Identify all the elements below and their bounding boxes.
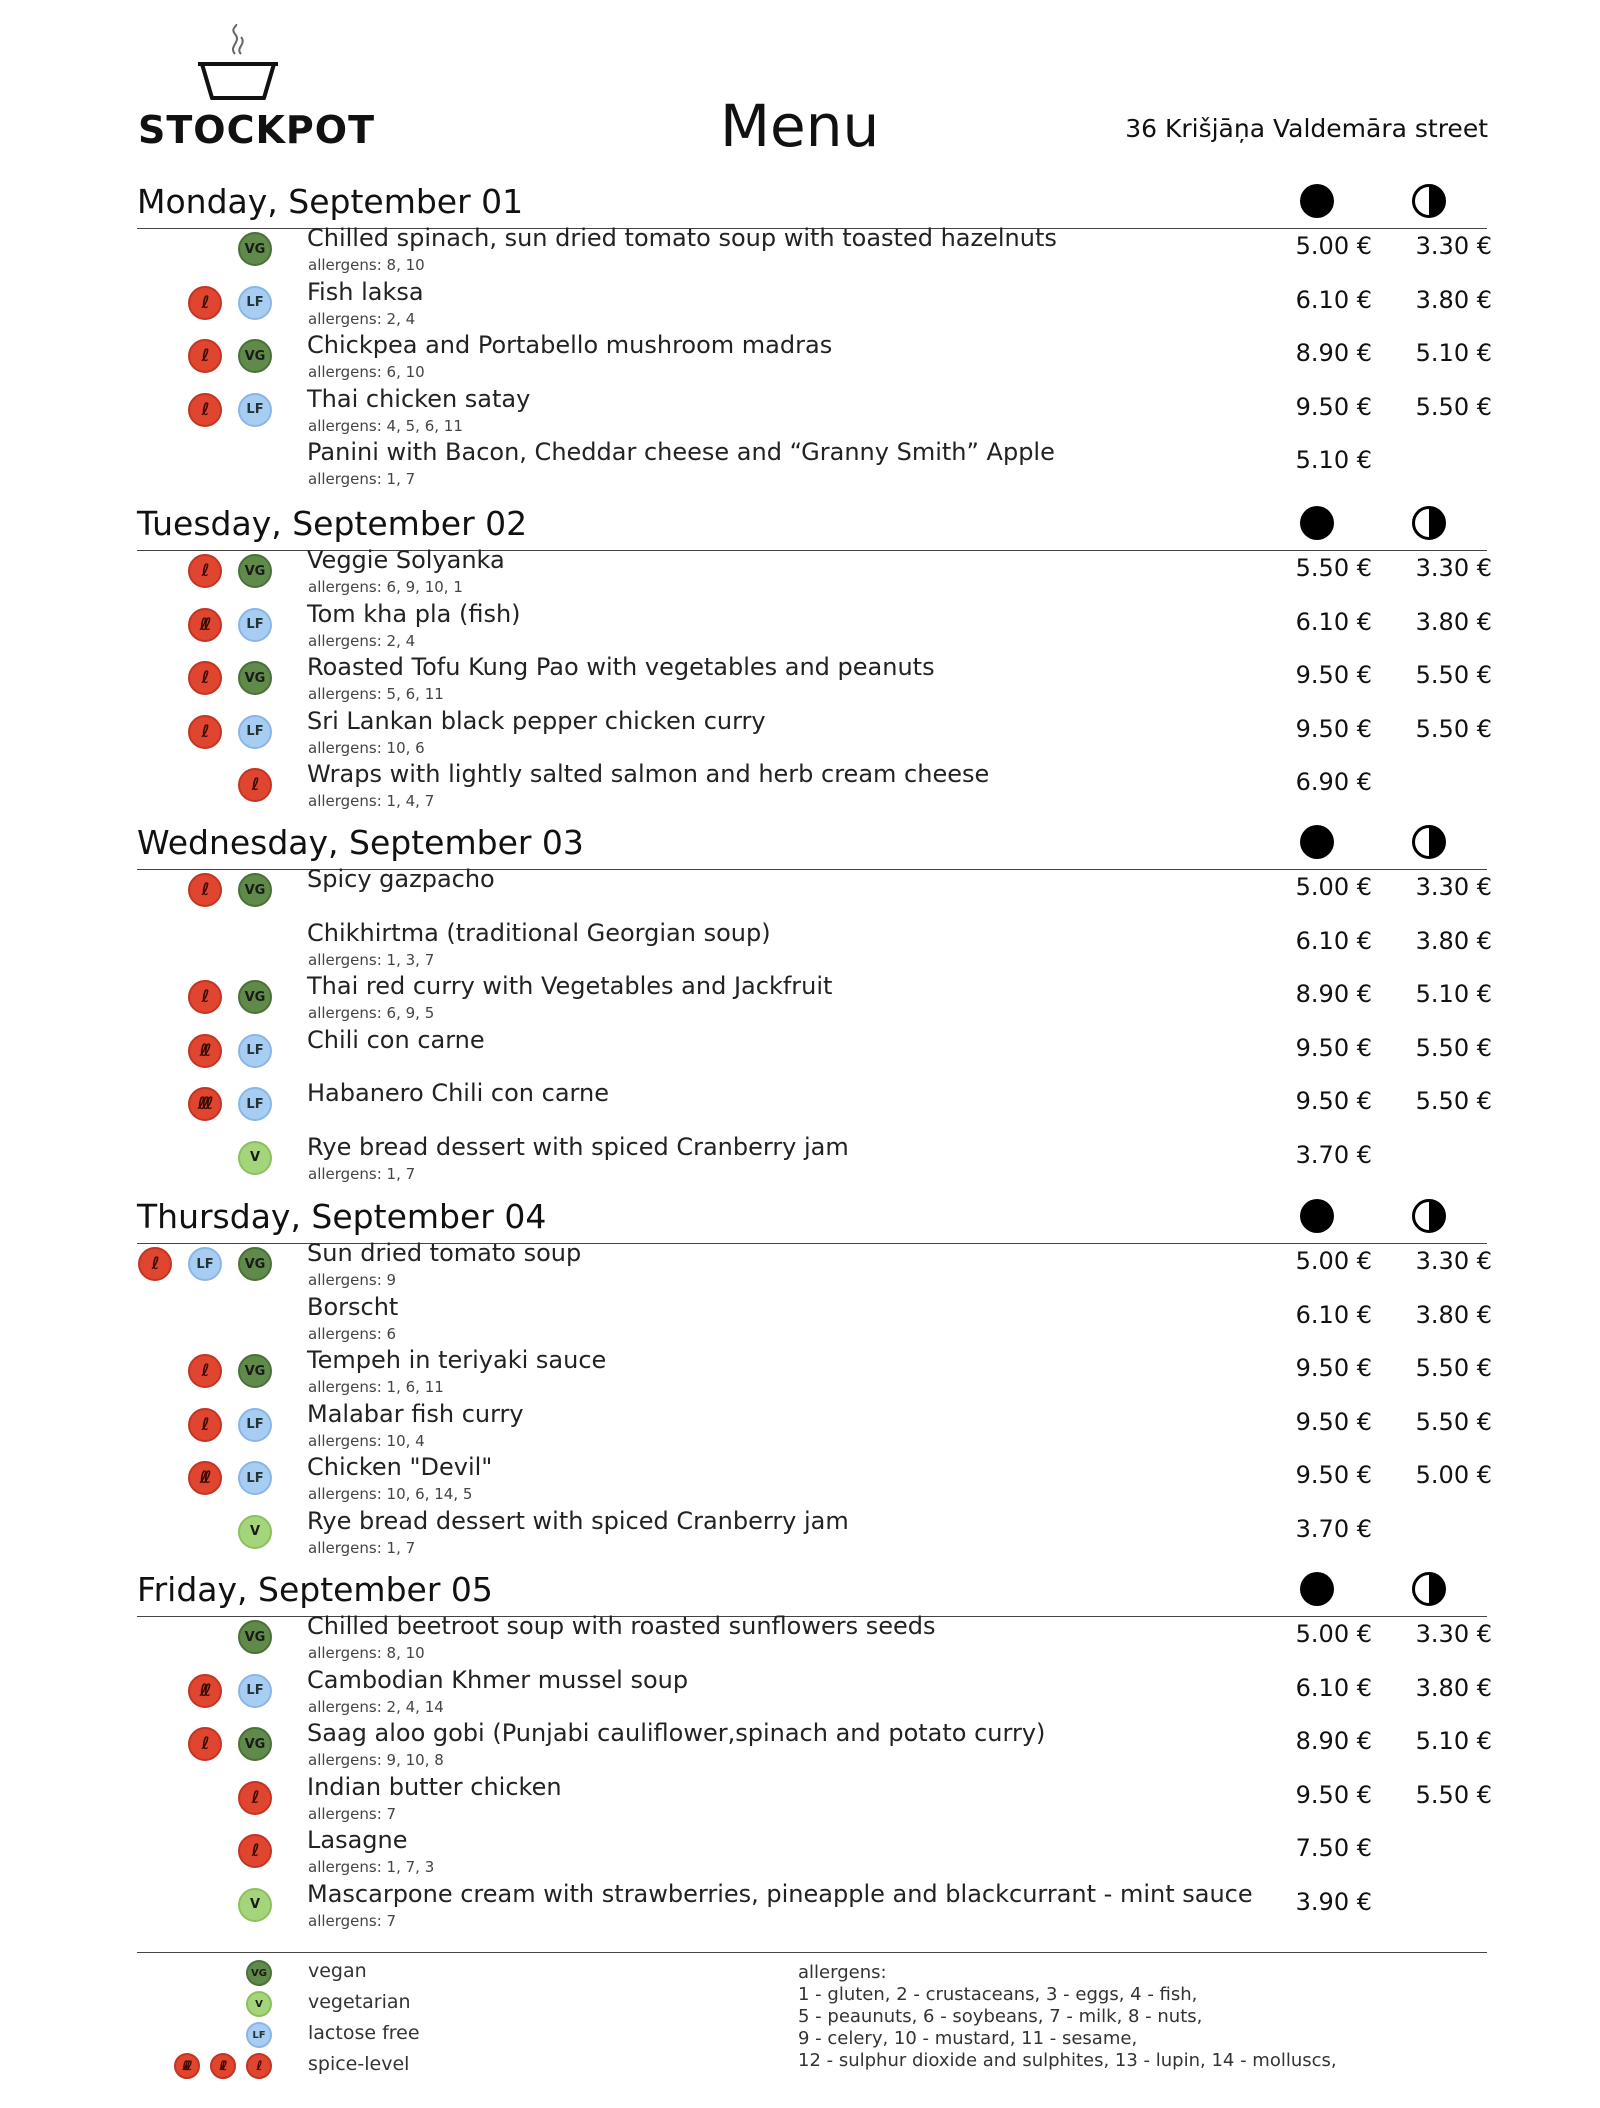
dish-allergens: allergens: 10, 4: [308, 1431, 425, 1450]
menu-item: [0, 1026, 1600, 1080]
spice-level-1-icon: [188, 980, 222, 1014]
chili-icon: ℓ: [201, 399, 206, 420]
allergen-key-line: 5 - peaunuts, 6 - soybeans, 7 - milk, 8 - nuts,: [798, 2006, 1203, 2027]
spice-level-1-icon: [238, 1834, 272, 1868]
diet-badges: [238, 1515, 272, 1549]
day-section: [0, 1550, 1600, 1933]
chili-icon: ℓ: [201, 292, 206, 313]
dish-name: Thai red curry with Vegetables and Jackfruit: [307, 972, 833, 1000]
legend-label: spice-level: [308, 2053, 410, 2075]
legend-row: [0, 1958, 700, 1988]
menu-item: [0, 865, 1600, 919]
brand-name: STOCKPOT: [138, 108, 376, 152]
day-title: Thursday, September 04: [137, 1197, 547, 1236]
dish-name: Tom kha pla (fish): [307, 599, 521, 628]
menu-item: [0, 1346, 1600, 1400]
dish-allergens: allergens: 9, 10, 8: [308, 1751, 444, 1769]
day-section: [0, 484, 1600, 814]
diet-badges: [138, 1247, 272, 1281]
dish-name: Sri Lankan black pepper chicken curry: [307, 706, 766, 735]
dish-name: Panini with Bacon, Cheddar cheese and “Granny Smith” Apple: [307, 438, 1055, 466]
allergen-key-line: 9 - celery, 10 - mustard, 11 - sesame,: [798, 2028, 1138, 2049]
menu-item: [0, 1293, 1600, 1347]
spice-level-2-icon: [188, 1674, 222, 1708]
dish-allergens: allergens: 8, 10: [308, 1644, 425, 1662]
menu-item: [0, 1612, 1600, 1666]
menu-header: [0, 0, 1600, 170]
legend-row: [0, 1989, 700, 2019]
menu-item: [0, 653, 1600, 707]
dish-name: Saag aloo gobi (Punjabi cauliflower,spinach and potato curry): [307, 1719, 1046, 1747]
chili-icon: ℓℓℓ: [197, 1094, 210, 1114]
dish-name: Malabar fish curry: [307, 1399, 524, 1428]
price-full: 3.90 €: [1295, 1887, 1372, 1916]
allergen-key-line: 12 - sulphur dioxide and sulphites, 13 - lupin, 14 - molluscs,: [798, 2050, 1337, 2071]
diet-badges: [188, 1087, 272, 1121]
half-portion-icon: [1412, 506, 1446, 540]
vegan-icon: VG: [238, 1354, 272, 1388]
dish-name: Veggie Solyanka: [307, 546, 505, 574]
chili-icon: ℓℓ: [199, 1468, 208, 1488]
allergen-key-line: 1 - gluten, 2 - crustaceans, 3 - eggs, 4 - fish,: [798, 1984, 1198, 2005]
price-full: 5.50 €: [1295, 554, 1372, 582]
menu-item: [0, 1239, 1600, 1293]
dish-name: Thai chicken satay: [307, 384, 531, 413]
price-full: 5.10 €: [1295, 446, 1372, 474]
dish-allergens: allergens: 10, 6: [308, 738, 425, 757]
chili-icon: ℓ: [201, 561, 206, 581]
price-half: 5.50 €: [1415, 1033, 1492, 1062]
dish-name: Sun dried tomato soup: [307, 1239, 582, 1267]
chili-icon: ℓ: [201, 880, 206, 900]
day-title: Friday, September 05: [137, 1570, 493, 1609]
day-section: [0, 803, 1600, 1186]
menu-item: [0, 1666, 1600, 1720]
half-portion-icon: [1412, 1199, 1446, 1233]
diet-badges: [238, 768, 272, 802]
price-half: 3.80 €: [1415, 607, 1492, 636]
allergen-key-title: allergens:: [798, 1962, 887, 1983]
diet-badges: [238, 1888, 272, 1922]
diet-badges: [188, 1408, 272, 1442]
vegan-icon: VG: [238, 554, 272, 588]
full-portion-icon: [1300, 1572, 1334, 1606]
spice-level-1-icon: [238, 768, 272, 802]
address: 36 Krišjāņa Valdemāra street: [1125, 114, 1488, 143]
chili-icon: ℓ: [201, 1414, 206, 1435]
diet-badges: [188, 286, 272, 320]
diet-badges: [188, 1354, 272, 1388]
vegan-icon: VG: [238, 232, 272, 266]
price-full: 6.10 €: [1295, 1300, 1372, 1329]
price-half: 5.50 €: [1415, 1780, 1492, 1809]
dish-name: Rye bread dessert with spiced Cranberry jam: [307, 1506, 849, 1535]
price-full: 8.90 €: [1295, 980, 1372, 1008]
chili-icon: ℓ: [201, 1361, 206, 1381]
dish-allergens: allergens: 2, 4, 14: [308, 1697, 444, 1716]
vegetarian-icon: V: [246, 1991, 272, 2017]
chili-icon: ℓ: [201, 668, 206, 688]
price-half: 3.30 €: [1415, 1247, 1492, 1275]
vegan-icon: VG: [238, 1727, 272, 1761]
legend-label: vegan: [308, 1960, 367, 1982]
spice-level-1-icon: [138, 1247, 172, 1281]
price-full: 6.10 €: [1295, 607, 1372, 636]
spice-level-1-icon: [188, 661, 222, 695]
dish-allergens: allergens: 8, 10: [308, 256, 425, 274]
dish-name: Chicken "Devil": [307, 1453, 493, 1481]
dish-allergens: allergens: 6, 9, 10, 1: [308, 578, 463, 596]
vegan-icon: VG: [238, 1247, 272, 1281]
vegan-icon: VG: [238, 339, 272, 373]
price-full: 9.50 €: [1295, 714, 1372, 743]
menu-item: [0, 1719, 1600, 1773]
dish-allergens: allergens: 10, 6, 14, 5: [308, 1485, 473, 1503]
price-full: 9.50 €: [1295, 1780, 1372, 1809]
menu-item: [0, 385, 1600, 439]
lactose-free-icon: LF: [238, 715, 272, 749]
price-full: 7.50 €: [1295, 1834, 1372, 1862]
diet-badges: [188, 1674, 272, 1708]
price-full: 5.00 €: [1295, 232, 1372, 260]
lactose-free-icon: LF: [238, 286, 272, 320]
price-full: 6.90 €: [1295, 768, 1372, 796]
diet-badges: [188, 554, 272, 588]
price-full: 6.10 €: [1295, 1673, 1372, 1702]
price-half: 5.00 €: [1415, 1461, 1492, 1489]
dish-allergens: allergens: 1, 4, 7: [308, 792, 435, 810]
stockpot-logo: [138, 24, 376, 154]
spice-level-1-icon: [188, 554, 222, 588]
chili-icon: ℓ: [251, 775, 256, 795]
price-half: 5.50 €: [1415, 714, 1492, 743]
allergen-key: [798, 1962, 1498, 2072]
spice-level-1-icon: [188, 873, 222, 907]
dish-name: Chilled spinach, sun dried tomato soup with toasted hazelnuts: [307, 224, 1057, 252]
price-full: 3.70 €: [1295, 1514, 1372, 1543]
price-full: 5.00 €: [1295, 873, 1372, 901]
chili-icon: ℓℓ: [199, 1040, 208, 1061]
lactose-free-icon: LF: [238, 1408, 272, 1442]
vegan-icon: VG: [238, 980, 272, 1014]
dish-name: Spicy gazpacho: [307, 865, 495, 893]
spice-level-1-icon: [188, 1727, 222, 1761]
lactose-free-icon: LF: [238, 1034, 272, 1068]
day-header: [137, 1570, 1487, 1617]
spice-level-1-icon: [188, 715, 222, 749]
price-full: 9.50 €: [1295, 1461, 1372, 1489]
chili-icon: ℓℓ: [219, 2058, 224, 2074]
chili-icon: ℓℓ: [199, 614, 208, 635]
menu-item: [0, 1773, 1600, 1827]
diet-badges: [188, 393, 272, 427]
chili-icon: ℓ: [201, 346, 206, 366]
price-half: 5.50 €: [1415, 661, 1492, 689]
chili-icon: ℓℓℓ: [182, 2058, 189, 2074]
dish-allergens: allergens: 1, 3, 7: [308, 950, 435, 969]
diet-badges: [188, 1727, 272, 1761]
price-half: 5.10 €: [1415, 980, 1492, 1008]
legend-badges: [246, 2022, 272, 2048]
price-half: 5.50 €: [1415, 1087, 1492, 1115]
vegetarian-icon: V: [238, 1888, 272, 1922]
chili-icon: ℓ: [151, 1254, 156, 1274]
price-half: 3.80 €: [1415, 1673, 1492, 1702]
vegan-icon: VG: [238, 873, 272, 907]
chili-icon: ℓ: [251, 1787, 256, 1808]
price-half: 3.80 €: [1415, 926, 1492, 955]
price-full: 5.00 €: [1295, 1247, 1372, 1275]
half-portion-icon: [1412, 825, 1446, 859]
price-full: 9.50 €: [1295, 1354, 1372, 1382]
price-full: 6.10 €: [1295, 285, 1372, 314]
price-half: 5.50 €: [1415, 1354, 1492, 1382]
diet-badges: [188, 873, 272, 907]
price-full: 9.50 €: [1295, 1087, 1372, 1115]
dish-allergens: allergens: 1, 7: [308, 1164, 416, 1183]
spice-level-2-icon: [210, 2053, 236, 2079]
price-half: 5.50 €: [1415, 1407, 1492, 1436]
day-section: [0, 162, 1600, 492]
legend-badges: [174, 2053, 272, 2079]
dish-allergens: allergens: 2, 4: [308, 631, 416, 650]
dish-name: Chilled beetroot soup with roasted sunflowers seeds: [307, 1612, 936, 1640]
day-header: [137, 182, 1487, 229]
dish-allergens: allergens: 9: [308, 1271, 397, 1289]
dish-allergens: allergens: 1, 7: [308, 1538, 416, 1557]
price-full: 6.10 €: [1295, 926, 1372, 955]
page-title: Menu: [720, 92, 880, 160]
lactose-free-icon: LF: [188, 1247, 222, 1281]
diet-badges: [188, 661, 272, 695]
diet-badges: [188, 715, 272, 749]
price-full: 9.50 €: [1295, 1407, 1372, 1436]
day-title: Tuesday, September 02: [137, 504, 528, 543]
dish-allergens: allergens: 6, 10: [308, 363, 425, 381]
spice-level-1-icon: [188, 1354, 222, 1388]
day-section: [0, 1177, 1600, 1560]
dish-name: Habanero Chili con carne: [307, 1079, 609, 1107]
legend: [0, 1958, 700, 2098]
spice-level-2-icon: [188, 1034, 222, 1068]
chili-icon: ℓ: [251, 1841, 256, 1861]
dish-name: Lasagne: [307, 1826, 408, 1854]
legend-label: lactose free: [308, 2022, 420, 2044]
legend-badges: [246, 1991, 272, 2017]
legend-row: [0, 2020, 700, 2050]
menu-item: [0, 919, 1600, 973]
dish-allergens: allergens: 5, 6, 11: [308, 685, 444, 703]
menu-item: [0, 331, 1600, 385]
chili-icon: ℓℓ: [199, 1680, 208, 1701]
price-full: 9.50 €: [1295, 392, 1372, 421]
menu-item: [0, 1400, 1600, 1454]
diet-badges: [238, 1781, 272, 1815]
dish-name: Wraps with lightly salted salmon and herb cream cheese: [307, 760, 990, 788]
dish-allergens: allergens: 6, 9, 5: [308, 1004, 435, 1022]
price-full: 9.50 €: [1295, 661, 1372, 689]
price-full: 8.90 €: [1295, 339, 1372, 367]
spice-level-3-icon: [188, 1087, 222, 1121]
lactose-free-icon: LF: [238, 1087, 272, 1121]
price-half: 3.30 €: [1415, 232, 1492, 260]
full-portion-icon: [1300, 1199, 1334, 1233]
dish-allergens: allergens: 1, 7: [308, 470, 416, 488]
dish-name: Tempeh in teriyaki sauce: [307, 1346, 607, 1374]
lactose-free-icon: LF: [238, 393, 272, 427]
day-header: [137, 504, 1487, 551]
dish-name: Borscht: [307, 1292, 399, 1321]
legend-badges: [246, 1960, 272, 1986]
dish-allergens: allergens: 4, 5, 6, 11: [308, 416, 463, 435]
menu-item: [0, 600, 1600, 654]
footer-divider: [137, 1952, 1487, 1953]
lactose-free-icon: LF: [238, 1461, 272, 1495]
diet-badges: [238, 1834, 272, 1868]
lactose-free-icon: LF: [246, 2022, 272, 2048]
diet-badges: [188, 339, 272, 373]
dish-name: Chickpea and Portabello mushroom madras: [307, 331, 833, 359]
chili-icon: ℓ: [201, 1734, 206, 1754]
dish-allergens: allergens: 2, 4: [308, 309, 416, 328]
vegan-icon: VG: [238, 1620, 272, 1654]
spice-level-1-icon: [188, 393, 222, 427]
diet-badges: [188, 1034, 272, 1068]
price-full: 9.50 €: [1295, 1033, 1372, 1062]
menu-item: [0, 1079, 1600, 1133]
day-header: [137, 1197, 1487, 1244]
price-half: 5.10 €: [1415, 339, 1492, 367]
spice-level-2-icon: [188, 1461, 222, 1495]
menu-item: [0, 1826, 1600, 1880]
diet-badges: [238, 1620, 272, 1654]
spice-level-1-icon: [188, 1408, 222, 1442]
price-half: 3.30 €: [1415, 1620, 1492, 1648]
full-portion-icon: [1300, 506, 1334, 540]
price-half: 5.50 €: [1415, 392, 1492, 421]
dish-name: Mascarpone cream with strawberries, pineapple and blackcurrant - mint sauce: [307, 1879, 1253, 1908]
menu-item: [0, 546, 1600, 600]
half-portion-icon: [1412, 184, 1446, 218]
dish-allergens: allergens: 1, 6, 11: [308, 1378, 444, 1396]
dish-name: Cambodian Khmer mussel soup: [307, 1665, 689, 1694]
dish-allergens: allergens: 7: [308, 1911, 397, 1930]
diet-badges: [238, 1141, 272, 1175]
day-header: [137, 823, 1487, 870]
vegetarian-icon: V: [238, 1141, 272, 1175]
day-title: Monday, September 01: [137, 182, 524, 221]
full-portion-icon: [1300, 825, 1334, 859]
chili-icon: ℓ: [201, 987, 206, 1007]
spice-level-3-icon: [174, 2053, 200, 2079]
legend-label: vegetarian: [308, 1991, 411, 2013]
dish-name: Fish laksa: [307, 277, 424, 306]
dish-name: Chili con carne: [307, 1025, 485, 1054]
price-half: 5.10 €: [1415, 1727, 1492, 1755]
diet-badges: [238, 232, 272, 266]
menu-item: [0, 278, 1600, 332]
dish-allergens: allergens: 1, 7, 3: [308, 1858, 435, 1876]
menu-item: [0, 1453, 1600, 1507]
spice-level-1-icon: [238, 1781, 272, 1815]
diet-badges: [188, 1461, 272, 1495]
dish-name: Indian butter chicken: [307, 1772, 562, 1801]
price-half: 3.30 €: [1415, 873, 1492, 901]
spice-level-1-icon: [188, 286, 222, 320]
legend-row: [0, 2051, 700, 2081]
day-title: Wednesday, September 03: [137, 823, 584, 862]
menu-item: [0, 707, 1600, 761]
lactose-free-icon: LF: [238, 1674, 272, 1708]
lactose-free-icon: LF: [238, 608, 272, 642]
menu-item: [0, 224, 1600, 278]
diet-badges: [188, 608, 272, 642]
full-portion-icon: [1300, 184, 1334, 218]
vegan-icon: VG: [238, 661, 272, 695]
price-half: 3.30 €: [1415, 554, 1492, 582]
pot-icon: [198, 24, 278, 106]
price-full: 5.00 €: [1295, 1620, 1372, 1648]
chili-icon: ℓ: [201, 721, 206, 742]
menu-item: [0, 1880, 1600, 1934]
dish-name: Rye bread dessert with spiced Cranberry jam: [307, 1132, 849, 1161]
price-full: 3.70 €: [1295, 1140, 1372, 1169]
vegan-icon: VG: [246, 1960, 272, 1986]
spice-level-2-icon: [188, 608, 222, 642]
diet-badges: [188, 980, 272, 1014]
price-half: 3.80 €: [1415, 1300, 1492, 1329]
price-half: 3.80 €: [1415, 285, 1492, 314]
price-full: 8.90 €: [1295, 1727, 1372, 1755]
spice-level-1-icon: [246, 2053, 272, 2079]
spice-level-1-icon: [188, 339, 222, 373]
dish-name: Chikhirtma (traditional Georgian soup): [307, 918, 771, 947]
menu-item: [0, 972, 1600, 1026]
vegetarian-icon: V: [238, 1515, 272, 1549]
dish-name: Roasted Tofu Kung Pao with vegetables and peanuts: [307, 653, 935, 681]
chili-icon: ℓ: [256, 2058, 259, 2074]
dish-allergens: allergens: 7: [308, 1804, 397, 1823]
dish-allergens: allergens: 6: [308, 1324, 397, 1343]
half-portion-icon: [1412, 1572, 1446, 1606]
